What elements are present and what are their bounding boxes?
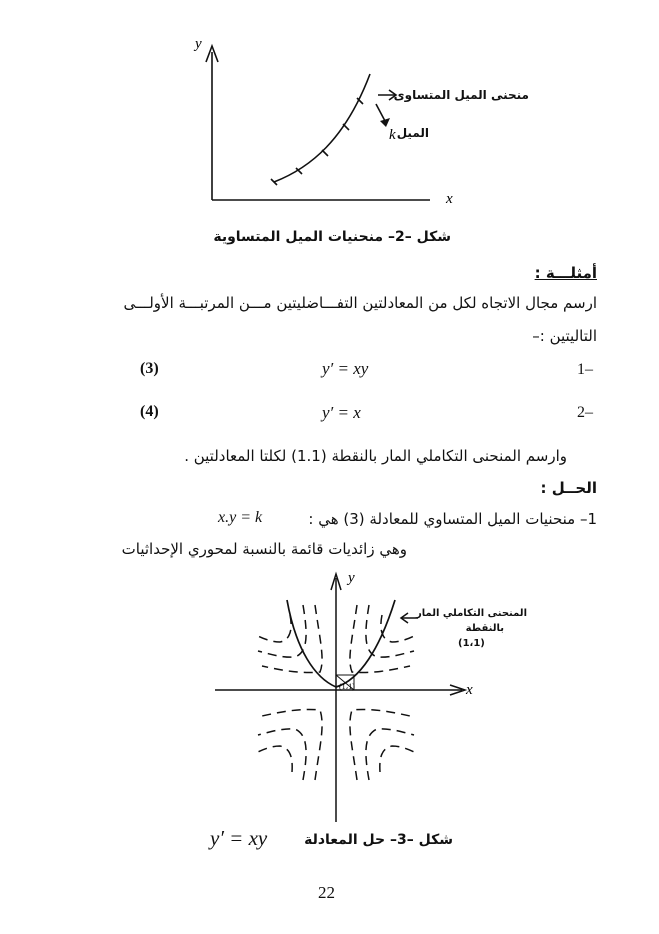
fig2-slope-tick <box>322 150 328 156</box>
eq2-expression: y′ = x <box>322 403 361 422</box>
examples-instruction: وارسم المنحنى التكاملي المار بالنقطة (1.1) لكلتا المعادلتين . <box>184 447 567 465</box>
eq2-number: 2– <box>577 404 593 421</box>
fig3-x-label: x <box>466 682 473 698</box>
figure-3-caption-text: شكل –3– حل المعادلة <box>304 832 453 848</box>
page-number: 22 <box>318 883 335 902</box>
fig3-hyperbola-ul2 <box>258 605 306 657</box>
fig3-integral-curve <box>287 600 395 687</box>
figure-2-caption: شكل –2– منحنيات الميل المتساوية <box>213 229 451 245</box>
solution-line1-text: 1– منحنيات الميل المتساوي للمعادلة (3) هي : <box>308 510 597 528</box>
fig2-x-label: x <box>446 191 453 207</box>
examples-intro-line1: ارسم مجال الاتجاه لكل من المعادلتين التفـــاضليتين مـــن المرتبـــة الأولـــى <box>123 294 597 312</box>
solution-heading: الحــل : <box>540 479 597 497</box>
solution-line2-text: وهي زائديات قائمة بالنسبة لمحوري الإحداثيات <box>121 540 407 558</box>
fig2-y-label: y <box>195 36 202 52</box>
fig3-curve-label-line2: بالنقطة <box>465 623 504 634</box>
eq1-expression: y′ = xy <box>322 359 369 378</box>
fig3-curve-label-point: (1،1) <box>458 638 485 649</box>
fig2-slope-arrow <box>376 104 385 121</box>
figure-3-caption-math: y′ = xy <box>210 826 268 850</box>
fig3-hyperbola-lr2 <box>366 729 414 780</box>
examples-heading: أمثلـــة : <box>534 264 597 282</box>
fig2-isocline-curve <box>274 74 370 182</box>
fig3-y-label: y <box>348 570 355 586</box>
fig3-hyperbola-ur3 <box>381 615 414 642</box>
figure-3-hyperbolas <box>0 560 659 830</box>
solution-line1-math: x.y = k <box>218 509 263 526</box>
fig3-hyperbola-lr3 <box>380 746 414 772</box>
examples-intro-line2: التاليتين :– <box>532 327 597 345</box>
fig3-point-label: (1،1) <box>339 682 355 691</box>
eq1-ref: (3) <box>140 360 159 377</box>
fig3-curve-label-line1: المنحنى التكاملي المار <box>416 608 527 619</box>
eq1-number: 1– <box>577 361 593 378</box>
fig3-hyperbola-ll2 <box>258 729 306 780</box>
fig2-slope-label: الميل <box>396 126 429 140</box>
eq2-ref: (4) <box>140 403 159 420</box>
figure-2-isoclines <box>0 0 659 260</box>
fig2-slope-tick <box>343 124 349 130</box>
fig3-hyperbola-ul1 <box>262 605 322 673</box>
fig2-isocline-label: منحنى الميل المتساوى <box>393 88 529 102</box>
fig2-slope-symbol: k <box>389 127 396 143</box>
fig3-hyperbola-ul3 <box>258 615 291 642</box>
fig3-hyperbola-ll3 <box>258 746 292 772</box>
